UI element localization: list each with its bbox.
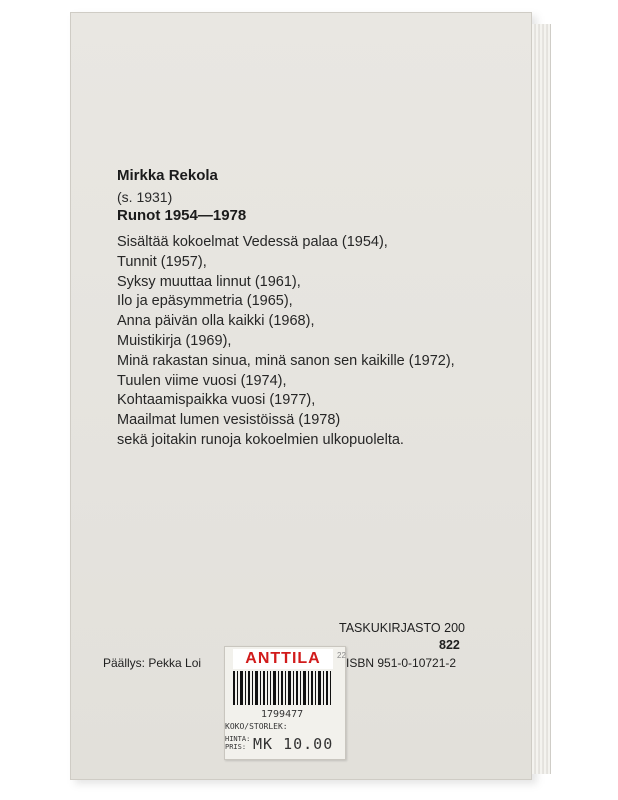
description	[117, 233, 497, 451]
description-line: Maailmat lumen vesistöissä (1978)	[117, 412, 341, 429]
price-label-line: HINTA:	[225, 735, 251, 743]
barcode-icon	[231, 671, 335, 705]
price-sticker	[224, 646, 346, 760]
price-label-line: PRIS:	[225, 743, 247, 751]
series-number: 822	[439, 638, 460, 652]
description-line: Ilo ja epäsymmetria (1965),	[117, 293, 293, 310]
description-line: Tunnit (1957),	[117, 253, 207, 270]
description-line: Muistikirja (1969),	[117, 332, 232, 349]
price-value: MK 10.00	[253, 735, 334, 753]
description-line: Syksy muuttaa linnut (1961),	[117, 273, 301, 290]
description-line: Tuulen viime vuosi (1974),	[117, 372, 287, 389]
description-line: sekä joitakin runoja kokoelmien ulkopuolelta.	[117, 431, 404, 448]
cover-credit: Päällys: Pekka Loi	[103, 656, 202, 670]
author-name: Mirkka Rekola	[117, 167, 218, 184]
size-label: KOKO/STORLEK:	[225, 722, 288, 731]
author-birth-year: (s. 1931)	[117, 189, 173, 205]
description-line: Sisältää kokoelmat Vedessä palaa (1954),	[117, 234, 388, 250]
sticker-corner-mark: 22	[337, 651, 346, 660]
product-code: 1799477	[261, 709, 304, 720]
description-line: Kohtaamispaikka vuosi (1977),	[117, 392, 316, 409]
description-line: Anna päivän olla kaikki (1968),	[117, 313, 315, 330]
price-label	[225, 735, 251, 751]
description-line: Minä rakastan sinua, minä sanon sen kaikille (1972),	[117, 352, 455, 369]
series-name: TASKUKIRJASTO 200	[339, 621, 465, 635]
isbn: ISBN 951-0-10721-2	[346, 656, 457, 670]
store-name: ANTTILA	[233, 649, 333, 669]
book-title: Runot 1954—1978	[117, 207, 247, 224]
